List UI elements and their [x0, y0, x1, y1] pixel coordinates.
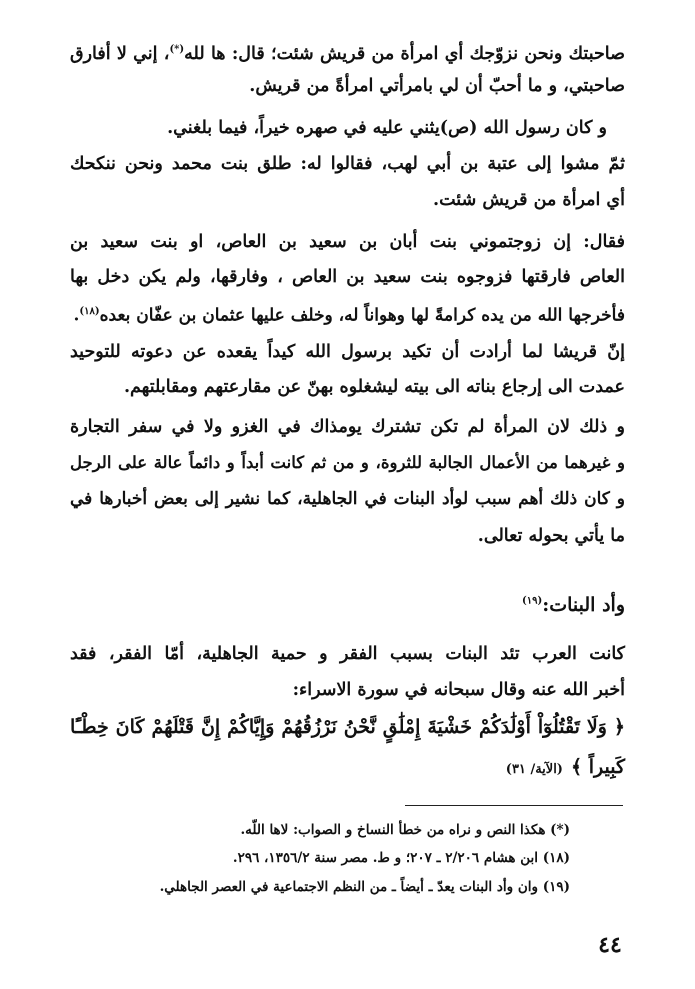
text-run: ، إني لا أفارق: [70, 43, 170, 64]
heading-title: وأد البنات:: [542, 594, 625, 616]
footnote-divider: [405, 805, 623, 806]
text-run: صاحبتك ونحن نزوّجك أي امرأة من قريش شئت؛ قال: ها لله: [184, 43, 625, 64]
paragraph-6-line-1: و ذلك لان المرأة لم تكن تشترك يومذاك في الغزو ولا في سفر التجارة: [70, 417, 625, 437]
footnote-18: (١٨) ابن هشام ٢/٢٠٦ ـ ٢٠٧؛ و ط. مصر سنة ١٣٥٦/٢، ٢٩٦.: [232, 850, 570, 866]
footnote-star: (*) هكذا النص و نراه من خطأ النساخ و الصواب: لاها اللّه.: [240, 822, 570, 838]
paragraph-2-line-1: و كان رسول الله (ص)يثني عليه في صهره خيراً، فيما بلغني.: [167, 118, 607, 138]
text-run: فأخرجها الله من يده كرامةً لها وهواناً له، وخلف عليها عثمان بن عفّان بعده: [99, 305, 625, 326]
paragraph-5-line-2: عمدت الى إرجاع بناته الى بيته ليشغلوه بهنّ عن مقارعتهم ومقابلتهم.: [123, 377, 625, 397]
paragraph-1-line-1: [70, 38, 625, 66]
footnote-ref-19: (١٩): [522, 595, 543, 607]
paragraph-6-line-3: و كان ذلك أهم سبب لوأد البنات في الجاهلية، كما نشير إلى بعض أخبارها في: [70, 489, 625, 509]
quran-verse-line-1: ﴿ وَلَا تَقْتُلُوٓاْ أَوْلَٰدَكُمْ خَشْيَةَ إِمْلَٰقٍ نَّحْنُ نَرْزُقُهُمْ وَإِيَّاكُمْ إِنَّ قَتْلَهُمْ كَانَ خِطْـًٔا: [70, 716, 625, 738]
paragraph-6-line-2: و غيرهما من الأعمال الجالبة للثروة، و من ثم كانت أبداً و دائماً عالة على الرجل: [70, 453, 625, 472]
quran-verse-line-2: [70, 756, 625, 778]
paragraph-1-line-2: صاحبتي، و ما أحبّ أن لي بامرأتي امرأةً من قريش.: [249, 76, 625, 96]
paragraph-6-line-4: ما يأتي بحوله تعالى.: [477, 526, 625, 546]
paragraph-7-line-1: كانت العرب تئد البنات بسبب الفقر و حمية الجاهلية، أمّا الفقر، فقد: [70, 644, 625, 664]
paragraph-4-line-1: فقال: إن زوجتموني بنت أبان بن سعيد بن العاص، او بنت سعيد بن: [70, 232, 625, 252]
page-number: ٤٤: [598, 932, 622, 958]
paragraph-5-line-1: إنّ قريشا لما أرادت أن تكيد برسول الله كيداً يقعده عن دعوته للتوحيد: [70, 342, 625, 362]
footnote-ref-star: (*): [169, 44, 185, 55]
footnote-19: (١٩) وان وأد البنات يعدّ ـ أيضاً ـ من النظم الاجتماعية في العصر الجاهلي.: [159, 879, 570, 895]
period: .: [73, 305, 80, 326]
section-heading: [522, 594, 625, 616]
paragraph-4-line-3: [70, 300, 625, 328]
footnote-ref-18: (١٨): [79, 306, 100, 317]
paragraph-4-line-2: العاص فارقتها فزوجوه بنت سعيد بن العاص ، وفارقها، ولم يكن دخل بها: [70, 267, 625, 287]
paragraph-3-line-1: ثمّ مشوا إلى عتبة بن أبي لهب، فقالوا له: طلق بنت محمد ونحن ننكحك: [70, 154, 625, 174]
paragraph-7-line-2: أخبر الله عنه وقال سبحانه في سورة الاسراء:: [292, 680, 625, 700]
quran-verse-end: كَبِيراً ﴾: [570, 756, 625, 778]
paragraph-3-line-2: أي امرأة من قريش شئت.: [433, 190, 625, 210]
ayah-reference: (الآية/ ٣١): [505, 762, 563, 777]
